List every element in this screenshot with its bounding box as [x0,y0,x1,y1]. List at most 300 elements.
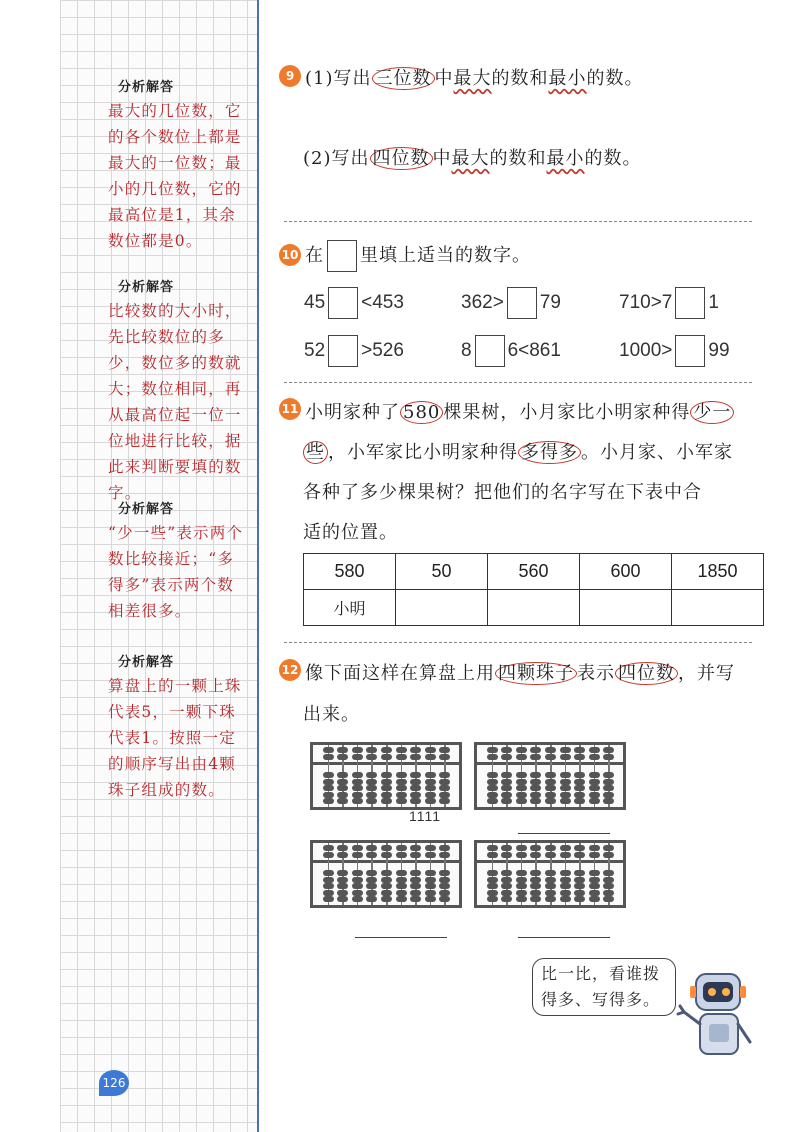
abacus-bead [381,877,392,883]
abacus-bead [352,798,363,804]
abacus-bead [487,877,498,883]
abacus-bead [516,852,527,858]
abacus-bead [516,877,527,883]
abacus-bead [487,896,498,902]
abacus-bead [589,779,600,785]
q12-line-1 [305,659,735,685]
abacus-bead [396,845,407,851]
abacus-bead [396,785,407,791]
abacus-bead [545,896,556,902]
abacus-bead [545,883,556,889]
abacus-bead [425,772,436,778]
abacus-bead [574,852,585,858]
answer-box[interactable] [328,287,358,319]
abacus-bead [516,779,527,785]
abacus-bead [487,747,498,753]
abacus-bead [366,779,377,785]
abacus-bead [530,870,541,876]
abacus-bead [574,883,585,889]
circled-text: 四位数 [615,662,678,685]
abacus-bead [545,772,556,778]
abacus-bead [589,785,600,791]
page-number: 126 [99,1070,129,1096]
abacus-bead [545,845,556,851]
text: ，并写 [678,663,735,684]
abacus-bead [560,852,571,858]
note-title: 分析解答 [118,280,175,295]
abacus-bead [530,890,541,896]
abacus-bead [337,883,348,889]
question-10-badge: 10 [279,244,301,266]
abacus-bead [603,852,614,858]
abacus-bead [396,747,407,753]
abacus-bead [589,896,600,902]
abacus-bead [366,877,377,883]
abacus-bead [589,870,600,876]
answer-cell[interactable] [488,590,580,626]
answer-line[interactable] [355,937,447,938]
abacus-bead [439,877,450,883]
abacus-bead [501,792,512,798]
abacus-bead [530,877,541,883]
abacus-bead [560,883,571,889]
abacus-bead [425,845,436,851]
abacus-bead [516,883,527,889]
q12-line-2: 出来。 [303,704,360,725]
abacus-bead [323,890,334,896]
text: 。小月家、小军家 [581,442,733,463]
abacus-bead [574,877,585,883]
abacus-bead [425,852,436,858]
note-title: 分析解答 [118,655,175,670]
abacus-bead [574,870,585,876]
q10-item-2 [461,287,561,319]
abacus-bead [501,852,512,858]
abacus-bead [439,890,450,896]
abacus-bead [323,896,334,902]
text: 6<861 [507,340,561,362]
abacus-bead [501,785,512,791]
abacus-bead [352,747,363,753]
abacus-bead [381,798,392,804]
abacus-bead [396,779,407,785]
section-divider [284,382,752,383]
robot-icon [676,968,760,1068]
abacus-bead [530,747,541,753]
abacus-bead [323,883,334,889]
abacus-bead [487,779,498,785]
q10-item-5 [461,335,561,367]
answer-cell[interactable] [396,590,488,626]
abacus-bead [381,890,392,896]
abacus-bead [560,792,571,798]
abacus-bead [487,870,498,876]
abacus-bead [352,870,363,876]
abacus-bead [501,896,512,902]
abacus-bead [396,896,407,902]
text: 棵果树，小月家比小明家种得 [443,402,691,423]
abacus-bead [560,779,571,785]
abacus-bead [603,845,614,851]
abacus-bead [352,845,363,851]
text: 710>7 [619,292,673,314]
abacus-bead [410,785,421,791]
abacus-bead [589,852,600,858]
abacus-bead [352,772,363,778]
abacus-bead [396,883,407,889]
abacus-bead [439,870,450,876]
abacus-bead [323,792,334,798]
abacus-bead [366,754,377,760]
abacus-bead [603,754,614,760]
abacus-bead [425,754,436,760]
text: 1000> [619,340,673,362]
abacus-bead [530,754,541,760]
abacus-bead [545,877,556,883]
abacus-bead [337,896,348,902]
abacus-bead [487,852,498,858]
abacus-bead [352,785,363,791]
abacus-2 [474,742,626,810]
text: 在 [305,245,324,266]
q11-line-1 [305,398,734,424]
abacus-bead [545,747,556,753]
abacus-bead [381,852,392,858]
abacus-bead [603,870,614,876]
q10-prompt [305,240,531,272]
abacus-bead [603,890,614,896]
abacus-bead [516,747,527,753]
abacus-bead [337,772,348,778]
abacus-bead [396,877,407,883]
abacus-bead [530,852,541,858]
abacus-bead [381,747,392,753]
abacus-bead [323,779,334,785]
abacus-bead [487,785,498,791]
abacus-bead [589,877,600,883]
abacus-bead [381,896,392,902]
question-12-badge: 12 [279,659,301,681]
abacus-bead [516,772,527,778]
abacus-bead [337,747,348,753]
abacus-bead [352,852,363,858]
abacus-bead [501,845,512,851]
abacus-bead [366,785,377,791]
abacus-bead [410,772,421,778]
abacus-bead [516,845,527,851]
text: 的数。 [586,68,644,89]
abacus-3 [310,840,462,908]
text: (1)写出 [305,68,372,89]
abacus-bead [487,772,498,778]
abacus-bead [381,870,392,876]
text: 像下面这样在算盘上用 [305,663,495,684]
abacus-bead [574,785,585,791]
abacus-bead [574,798,585,804]
abacus-bead [603,747,614,753]
abacus-bead [530,896,541,902]
answer-box[interactable] [675,287,705,319]
abacus-bead [560,754,571,760]
abacus-bead [560,772,571,778]
note-title: 分析解答 [118,502,175,517]
abacus-bead [589,792,600,798]
text: 小明家种了 [305,402,400,423]
text: 8 [461,340,472,362]
abacus-bead [425,747,436,753]
abacus-bead [560,890,571,896]
abacus-bead [439,779,450,785]
text: 的数和 [489,148,547,169]
answer-cell[interactable] [672,590,764,626]
abacus-bead [516,754,527,760]
abacus-bead [410,747,421,753]
question-11-badge: 11 [279,398,301,420]
wavy-text: 最大 [451,148,490,169]
abacus-bead [530,845,541,851]
abacus-bead [352,877,363,883]
abacus-bead [323,852,334,858]
circled-text: 580 [400,401,443,424]
text: 362> [461,292,504,314]
abacus-bead [323,785,334,791]
abacus-bead [501,883,512,889]
abacus-bead [530,792,541,798]
abacus-bead [396,798,407,804]
answer-line[interactable] [518,833,610,834]
abacus-bead [574,845,585,851]
abacus-bead [574,779,585,785]
abacus-bead [545,798,556,804]
abacus-bead [352,754,363,760]
abacus-bead [323,747,334,753]
abacus-bead [337,779,348,785]
note-title: 分析解答 [118,80,175,95]
text: ，小军家比小明家种得 [328,442,518,463]
abacus-bead [545,754,556,760]
abacus-bead [381,883,392,889]
abacus-bead [381,772,392,778]
abacus-bead [439,896,450,902]
abacus-bead [487,798,498,804]
wavy-text: 最小 [546,148,585,169]
abacus-bead [545,852,556,858]
note-text: 最大的几位数，它的各个数位上都是最大的一位数；最小的几位数，它的最高位是1，其余数位都是0。 [108,102,242,250]
abacus-bead [439,845,450,851]
circled-text: 些 [303,441,328,464]
note-text: “少一些”表示两个数比较接近；“多得多”表示两个数相差很多。 [108,524,244,620]
abacus-bead [323,798,334,804]
abacus-bead [381,779,392,785]
abacus-bead [425,890,436,896]
q10-item-6 [619,335,730,367]
abacus-bead [545,779,556,785]
abacus-bead [425,877,436,883]
abacus-bead [560,877,571,883]
abacus-bead [516,870,527,876]
abacus-bead [337,877,348,883]
abacus-bead [603,877,614,883]
abacus-bead [337,785,348,791]
table-cell: 小明 [304,590,396,626]
abacus-4 [474,840,626,908]
abacus-bead [589,772,600,778]
abacus-bead [439,852,450,858]
abacus-bead [352,792,363,798]
abacus-bead [545,890,556,896]
circled-text: 四位数 [370,147,433,170]
answer-line[interactable] [518,937,610,938]
q11-line-4: 适的位置。 [303,522,398,543]
table-cell: 50 [396,554,488,590]
abacus-bead [501,870,512,876]
abacus-bead [410,883,421,889]
abacus-bead [501,798,512,804]
abacus-bead [366,870,377,876]
abacus-bead [603,896,614,902]
note-text: 比较数的大小时，先比较数位的多少，数位多的数就大；数位相同，再从最高位起一位一位地进行比较，据此来判断要填的数字。 [108,302,242,502]
answer-box[interactable] [328,335,358,367]
q9-part2 [303,144,642,170]
abacus-bead [487,845,498,851]
circled-text: 多得多 [518,441,581,464]
abacus-bead [574,772,585,778]
abacus-bead [545,870,556,876]
abacus-bead [589,754,600,760]
abacus-bead [366,845,377,851]
answer-box[interactable] [675,335,705,367]
abacus-bead [425,785,436,791]
abacus-bead [352,896,363,902]
table-row [304,554,764,590]
abacus-bead [589,890,600,896]
abacus-bead [439,747,450,753]
abacus-bead [439,792,450,798]
q10-item-4 [304,335,404,367]
abacus-bead [501,779,512,785]
abacus-bead [530,779,541,785]
section-divider [284,221,752,222]
abacus-bead [516,798,527,804]
abacus-bead [589,845,600,851]
answer-box [327,240,357,272]
abacus-bead [352,779,363,785]
text: <453 [361,292,404,314]
abacus-bead [323,877,334,883]
abacus-bead [574,792,585,798]
q10-item-3 [619,287,719,319]
abacus-bead [603,779,614,785]
abacus-bead [501,877,512,883]
abacus-bead [366,792,377,798]
abacus-bead [487,754,498,760]
abacus-bead [589,747,600,753]
table-row [304,590,764,626]
abacus-bead [603,792,614,798]
q10-item-1 [304,287,404,319]
abacus-bead [603,772,614,778]
section-divider [284,642,752,643]
abacus-bead [574,754,585,760]
abacus-bead [425,896,436,902]
abacus-bead [410,798,421,804]
abacus-bead [410,792,421,798]
circled-text: 四颗珠子 [495,662,577,685]
answer-cell[interactable] [580,590,672,626]
abacus-bead [516,890,527,896]
abacus-bead [337,870,348,876]
abacus-bead [366,798,377,804]
abacus-bead [425,792,436,798]
text: 中 [434,68,454,89]
abacus-bead [337,754,348,760]
abacus-bead [516,785,527,791]
q11-line-3: 各种了多少棵果树？把他们的名字写在下表中合 [303,482,702,503]
abacus-bead [323,754,334,760]
text: 的数和 [491,68,549,89]
abacus-bead [410,890,421,896]
abacus-bead [396,852,407,858]
abacus-bead [439,785,450,791]
abacus-bead [381,845,392,851]
abacus-bead [337,852,348,858]
abacus-bead [439,883,450,889]
abacus-bead [410,779,421,785]
table-cell: 580 [304,554,396,590]
abacus-bead [323,845,334,851]
speech-bubble: 比一比，看谁拨得多、写得多。 [532,958,676,1016]
abacus-bead [396,870,407,876]
abacus-bead [337,798,348,804]
abacus-bead [396,754,407,760]
abacus-bead [381,785,392,791]
abacus-bead [366,852,377,858]
abacus-bead [545,785,556,791]
abacus-bead [337,845,348,851]
abacus-bead [589,883,600,889]
abacus-bead [560,845,571,851]
abacus-bead [381,754,392,760]
abacus-bead [366,772,377,778]
wavy-text: 最大 [453,68,492,89]
answer-box[interactable] [475,335,505,367]
text: (2)写出 [303,148,370,169]
abacus-bead [574,896,585,902]
abacus-bead [603,798,614,804]
abacus-bead [603,785,614,791]
circled-text: 三位数 [372,67,435,90]
abacus-bead [501,754,512,760]
abacus-bead [366,747,377,753]
table-cell: 600 [580,554,672,590]
text: 的数。 [584,148,642,169]
abacus-bead [410,877,421,883]
abacus-bead [425,883,436,889]
abacus-bead [516,792,527,798]
abacus-bead [396,772,407,778]
abacus-bead [530,883,541,889]
text: 1 [708,292,719,314]
abacus-1 [310,742,462,810]
abacus-bead [410,845,421,851]
abacus-bead [381,792,392,798]
abacus-bead [516,896,527,902]
abacus-bead [603,883,614,889]
abacus-bead [487,883,498,889]
abacus-bead [410,896,421,902]
answer-box[interactable] [507,287,537,319]
abacus-bead [487,792,498,798]
